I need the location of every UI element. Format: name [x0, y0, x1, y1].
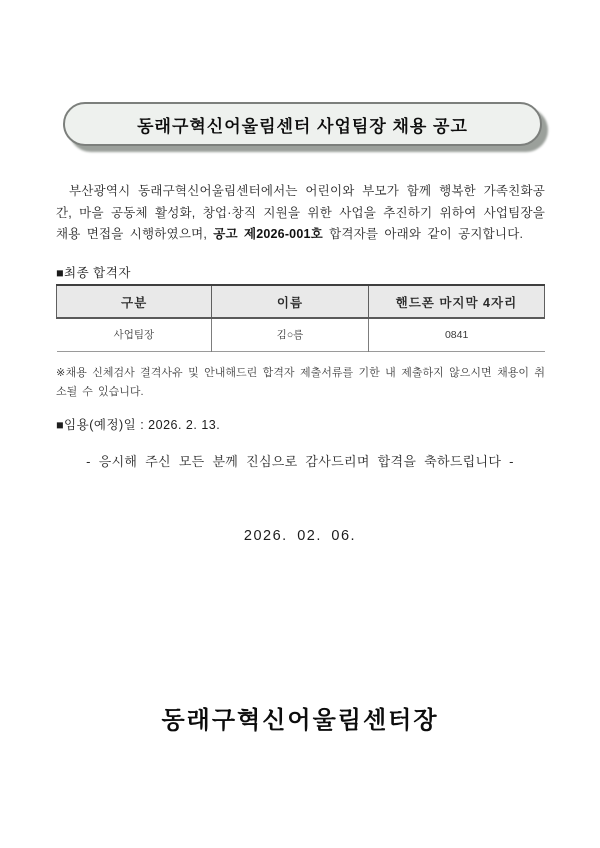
cell-name: 김○름 — [212, 318, 369, 351]
page-title: 동래구혁신어울림센터 사업팀장 채용 공고 — [137, 116, 468, 136]
cell-phone-last4: 0841 — [368, 318, 544, 351]
signature-title: 동래구혁신어울림센터장 — [161, 707, 439, 734]
document-date: 2026. 02. 06. — [243, 528, 357, 544]
final-pass-section-label: ■최종 합격자 — [56, 266, 131, 280]
final-pass-table — [56, 284, 545, 352]
intro-notice-number: 공고 제2026-001호 — [213, 227, 323, 241]
intro-text-after: 합격자를 아래와 같이 공지합니다. — [322, 227, 524, 241]
header-name: 이름 — [212, 285, 369, 318]
intro-text-before: 부산광역시 동래구혁신어울림센터에서는 어린이와 부모가 함께 행복한 가족친화공간, 마을 공동체 활성화, 창업·창직 지원을 위한 사업을 추진하기 위하여 사업팀장을 채용 면접을 시행하였으며, — [56, 184, 545, 241]
title-banner — [63, 102, 542, 146]
appointment-date-line: ■임용(예정)일 : 2026. 2. 13. — [56, 418, 221, 432]
thanks-line: - 응시해 주신 모든 분께 진심으로 감사드리며 합격을 축하드립니다 - — [86, 454, 514, 469]
cancellation-note: ※채용 신체검사 결격사유 및 안내해드린 합격자 제출서류를 기한 내 제출하지 않으시면 채용이 취소될 수 있습니다. — [56, 367, 545, 398]
table-row — [57, 318, 545, 351]
cell-category: 사업팀장 — [57, 318, 212, 351]
table-header-row — [57, 285, 545, 318]
intro-paragraph — [56, 181, 545, 246]
header-phone-last4: 핸드폰 마지막 4자리 — [368, 285, 544, 318]
header-category: 구분 — [57, 285, 212, 318]
